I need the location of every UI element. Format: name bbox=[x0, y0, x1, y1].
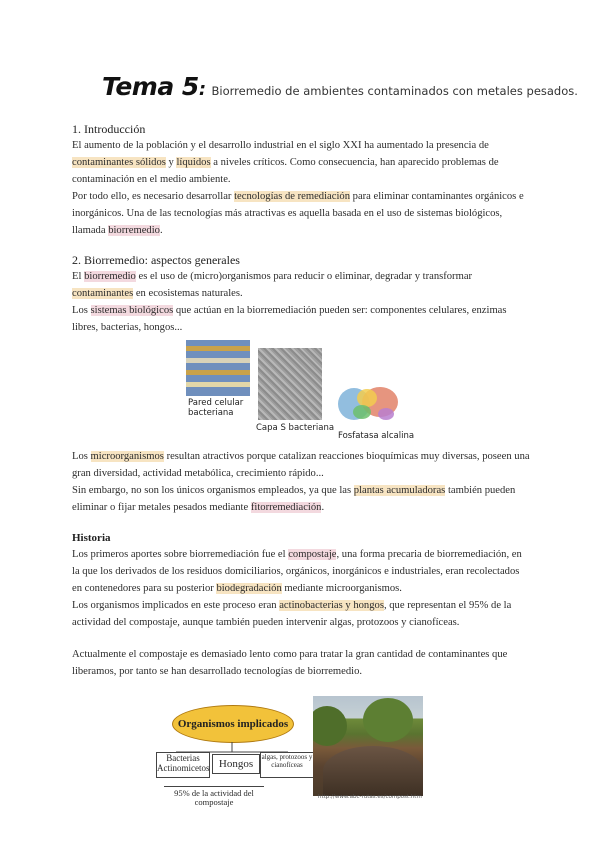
historia-paragraph-3: Actualmente el compostaje es demasiado lento como para tratar la gran cantidad de contaminantes que liberamos, por tanto se han desarrollado tecnologías de biorremedio. bbox=[72, 649, 508, 678]
section1-paragraph-2 bbox=[72, 188, 532, 240]
caption-cell-wall: Pared celular bacteriana bbox=[188, 398, 244, 418]
highlight-fitorremediacion: fitorremediación bbox=[250, 502, 322, 514]
historia-paragraph-1 bbox=[72, 546, 532, 598]
s-layer-micrograph bbox=[258, 348, 322, 420]
text-run: Sin embargo, no son los únicos organismos empleados, ya que las bbox=[72, 485, 354, 496]
text-run: resultan atractivos porque catalizan reacciones bioquímicas muy diversas, poseen una gran diversidad, actividad metabólica, crecimiento rápido... bbox=[72, 451, 530, 480]
compost-photo bbox=[313, 696, 423, 796]
photo-tree bbox=[313, 706, 347, 746]
highlight-contaminantes-solidos: contaminantes sólidos bbox=[72, 157, 166, 169]
text-run: Los primeros aportes sobre biorremediación fue el bbox=[72, 549, 289, 560]
diagram-box-algas: algas, protozoos y cianofíceas bbox=[260, 752, 314, 778]
section2-paragraph-2 bbox=[72, 302, 532, 336]
highlight-microorganismos: microorganismos bbox=[90, 451, 164, 462]
text-run: , una forma precaria de biorremediación, en la que los derivados de los residuos domiciliarios, orgánicos, inorgánicos e industriales, eran recolectados en contenedores para su posterior bbox=[72, 549, 522, 595]
text-run: . bbox=[159, 225, 163, 237]
text-run: . bbox=[321, 502, 325, 514]
title-tema: Tema 5 bbox=[102, 72, 199, 101]
historia-heading: Historia bbox=[72, 532, 111, 544]
cell-wall-diagram bbox=[186, 340, 250, 396]
photo-compost-heap bbox=[323, 746, 423, 796]
highlight-tecnologias-remediacion: tecnologías de remediación bbox=[234, 191, 350, 202]
section1-paragraph-1 bbox=[72, 137, 532, 189]
section2-paragraph-1 bbox=[72, 268, 532, 302]
organisms-diagram bbox=[152, 700, 312, 810]
diagram-layer bbox=[186, 382, 250, 387]
highlight-actinobacterias-hongos: actinobacterias y hongos bbox=[279, 600, 384, 611]
highlight-biodegradacion: biodegradación bbox=[216, 583, 282, 595]
text-run: en ecosistemas naturales. bbox=[133, 288, 243, 300]
diagram-box-hongos: Hongos bbox=[212, 754, 260, 774]
title-subtitle: Biorremedio de ambientes contaminados con metales pesados. bbox=[211, 84, 578, 98]
text-run: y bbox=[165, 157, 177, 169]
historia-paragraph-2 bbox=[72, 597, 532, 631]
section2-heading: 2. Biorremedio: aspectos generales bbox=[72, 253, 240, 267]
text-run: Los bbox=[72, 305, 91, 316]
diagram-layer bbox=[186, 370, 250, 375]
caption-s-layer: Capa S bacteriana bbox=[256, 423, 335, 433]
text-run: El bbox=[72, 271, 85, 282]
page-title bbox=[102, 72, 578, 101]
highlight-contaminantes: contaminantes bbox=[72, 288, 134, 300]
text-run: mediante microorganismos. bbox=[281, 583, 402, 595]
highlight-sistemas-biologicos: sistemas biológicos bbox=[90, 305, 174, 316]
caption-phosphatase: Fosfatasa alcalina bbox=[338, 431, 415, 441]
text-run: es el uso de (micro)organismos para reducir o eliminar, degradar y transformar bbox=[135, 271, 473, 282]
text-run: El aumento de la población y el desarrollo industrial en el siglo XXI ha aumentado la presencia de bbox=[72, 140, 489, 151]
section2-paragraph-3 bbox=[72, 448, 532, 482]
photo-caption: http://www.abc-rutas.es/compost.htm bbox=[318, 794, 422, 800]
diagram-oval: Organismos implicados bbox=[172, 705, 294, 743]
highlight-biorremedio-2: biorremedio bbox=[84, 271, 136, 282]
text-run: para eliminar contaminantes orgánicos e inorgánicos. Una de las tecnologías más atractivas es aquella basada en el uso de sistemas biológicos, llamada bbox=[72, 191, 524, 237]
diagram-layer bbox=[186, 346, 250, 351]
highlight-liquidos: líquidos bbox=[176, 157, 211, 169]
text-run: , que representan el 95% de la actividad del compostaje, aunque también pueden intervenir algas, protozoos y cianofíceas. bbox=[72, 600, 512, 629]
highlight-compostaje: compostaje bbox=[288, 549, 337, 560]
diagram-box-bacterias: Bacterias Actinomicetos bbox=[156, 752, 210, 778]
highlight-plantas-acumuladoras: plantas acumuladoras bbox=[353, 485, 446, 496]
text-run: a niveles críticos. Como consecuencia, han aparecido problemas de contaminación en el medio ambiente. bbox=[72, 157, 499, 186]
text-run: Los organismos implicados en este proceso eran bbox=[72, 600, 280, 611]
alkaline-phosphatase-structure bbox=[334, 376, 404, 430]
diagram-bottom-label: 95% de la actividad del compostaje bbox=[164, 786, 264, 807]
title-colon: : bbox=[198, 79, 206, 100]
highlight-biorremedio: biorremedio bbox=[108, 225, 160, 237]
section2-paragraph-4 bbox=[72, 482, 532, 516]
photo-tree bbox=[363, 698, 413, 742]
text-run: también pueden eliminar o fijar metales pesados mediante bbox=[72, 485, 516, 514]
diagram-layer bbox=[186, 358, 250, 363]
text-run: Por todo ello, es necesario desarrollar bbox=[72, 191, 235, 202]
text-run: Los bbox=[72, 451, 91, 462]
text-run: que actúan en la biorremediación pueden ser: componentes celulares, enzimas libres, bacterias, hongos... bbox=[72, 305, 507, 334]
section1-heading: 1. Introducción bbox=[72, 122, 146, 136]
